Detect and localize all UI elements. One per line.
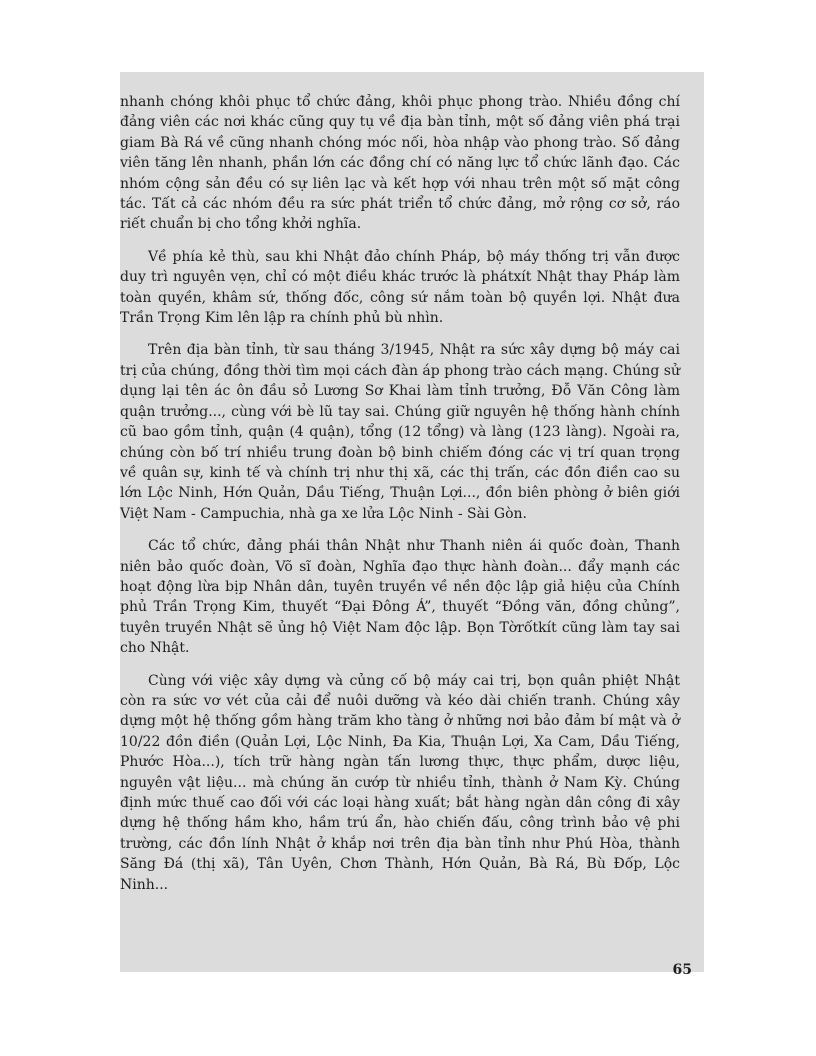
- paragraph-1: nhanh chóng khôi phục tổ chức đảng, khôi phục phong trào. Nhiều đồng chí đảng viên các nơi khác cũng quy tụ về địa bàn tỉnh, một số đảng viên phá trại giam Bà Rá về cũng nhanh chóng móc nối, hòa nhập vào phong trào. Số đảng viên tăng lên nhanh, phần lớn các đồng chí có năng lực tổ chức lãnh đạo. Các nhóm cộng sản đều có sự liên lạc và kết hợp với nhau trên một số mặt công tác. Tất cả các nhóm đều ra sức phát triển tổ chức đảng, mở rộng cơ sở, ráo riết chuẩn bị cho tổng khởi nghĩa.: [120, 94, 680, 233]
- paragraph-4: Các tổ chức, đảng phái thân Nhật như Thanh niên ái quốc đoàn, Thanh niên bảo quốc đoàn, Võ sĩ đoàn, Nghĩa đạo thực hành đoàn... đẩy mạnh các hoạt động lừa bịp Nhân dân, tuyên truyền về nền độc lập giả hiệu của Chính phủ Trần Trọng Kim, thuyết “Đại Đông Á”, thuyết “Đồng văn, đồng chủng”, tuyên truyền Nhật sẽ ủng hộ Việt Nam độc lập. Bọn Tờrốtkít cũng làm tay sai cho Nhật.: [120, 538, 680, 657]
- paragraph-3: Trên địa bàn tỉnh, từ sau tháng 3/1945, Nhật ra sức xây dựng bộ máy cai trị của chúng, đồng thời tìm mọi cách đàn áp phong trào cách mạng. Chúng sử dụng lại tên ác ôn đầu sỏ Lương Sơ Khai làm tỉnh trưởng, Đỗ Văn Công làm quận trưởng..., cùng với bè lũ tay sai. Chúng giữ nguyên hệ thống hành chính cũ bao gồm tỉnh, quận (4 quận), tổng (12 tổng) và làng (123 làng). Ngoài ra, chúng còn bố trí nhiều trung đoàn bộ binh chiếm đóng các vị trí quan trọng về quân sự, kinh tế và chính trị như thị xã, các thị trấn, các đồn điền cao su lớn Lộc Ninh, Hớn Quản, Dầu Tiếng, Thuận Lợi..., đồn biên phòng ở biên giới Việt Nam - Campuchia, nhà ga xe lửa Lộc Ninh - Sài Gòn.: [120, 342, 680, 522]
- book-page: [120, 72, 704, 978]
- page-number: 65: [672, 962, 692, 978]
- paragraph-5: Cùng với việc xây dựng và củng cố bộ máy cai trị, bọn quân phiệt Nhật còn ra sức vơ vét của cải để nuôi dưỡng và kéo dài chiến tranh. Chúng xây dựng một hệ thống gồm hàng trăm kho tàng ở những nơi bảo đảm bí mật và ở 10/22 đồn điền (Quản Lợi, Lộc Ninh, Đa Kia, Thuận Lợi, Xa Cam, Dầu Tiếng, Phước Hòa...), tích trữ hàng ngàn tấn lương thực, thực phẩm, dược liệu, nguyên vật liệu... mà chúng ăn cướp từ nhiều tỉnh, thành ở Nam Kỳ. Chúng định mức thuế cao đối với các loại hàng xuất; bắt hàng ngàn dân công đi xây dựng hệ thống hầm kho, hầm trú ẩn, hào chiến đấu, công trình bảo vệ phi trường, các đồn lính Nhật ở khắp nơi trên địa bàn tỉnh như Phú Hòa, thành Săng Đá (thị xã), Tân Uyên, Chơn Thành, Hớn Quản, Bà Rá, Bù Đốp, Lộc Ninh...: [120, 672, 680, 893]
- body-text: [120, 92, 680, 907]
- paragraph-2: Về phía kẻ thù, sau khi Nhật đảo chính Pháp, bộ máy thống trị vẫn được duy trì nguyên vẹn, chỉ có một điều khác trước là phátxít Nhật thay Pháp làm toàn quyền, khâm sứ, thống đốc, công sứ nắm toàn bộ quyền lợi. Nhật đưa Trần Trọng Kim lên lập ra chính phủ bù nhìn.: [120, 248, 680, 327]
